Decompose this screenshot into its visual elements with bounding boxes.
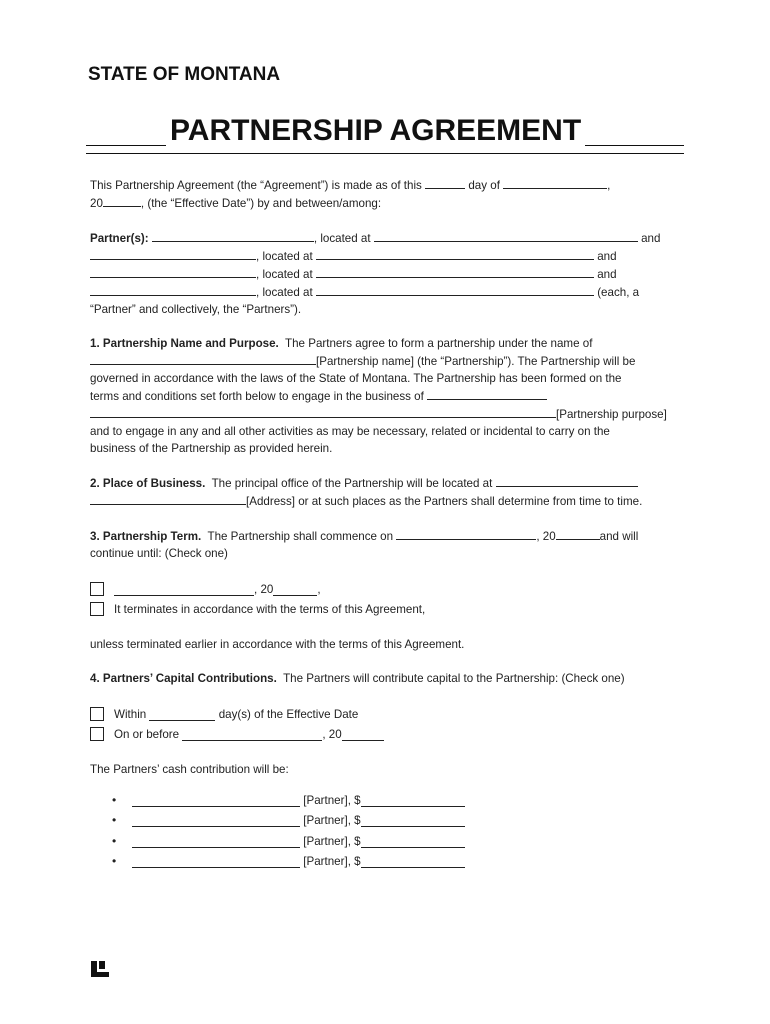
list-item: • [Partner], $ — [90, 831, 682, 852]
list-item: • [Partner], $ — [90, 790, 682, 811]
partner-field[interactable] — [132, 794, 300, 807]
term-date-checkbox[interactable] — [90, 582, 104, 596]
commence-year-field[interactable] — [556, 527, 600, 540]
list-item: • [Partner], $ — [90, 852, 682, 873]
term-option-date: , 20 , — [90, 579, 682, 599]
year-blank[interactable] — [103, 194, 141, 207]
section-3-after: unless terminated earlier in accordance with the terms of this Agreement. — [90, 638, 465, 651]
document-logo-icon — [90, 960, 110, 978]
before-date-field[interactable] — [182, 728, 322, 741]
partner-line-1: Partner(s): , located at and — [90, 229, 682, 247]
section-2-heading: 2. Place of Business. — [90, 477, 206, 490]
partner-address-field[interactable] — [316, 265, 594, 278]
section-2: 2. Place of Business. The principal office of the Partnership will be located at [Address] or at such places as the Partners shall determine from time to time. — [90, 474, 682, 510]
intro-paragraph — [90, 176, 682, 212]
term-option-agreement: It terminates in accordance with the terms of this Agreement, — [90, 599, 682, 619]
partner-line-3: , located at and — [90, 265, 682, 283]
contribution-option-before: On or before , 20 — [90, 724, 682, 744]
partner-field[interactable] — [132, 835, 300, 848]
partner-address-field[interactable] — [316, 283, 594, 296]
office-address-field[interactable] — [496, 474, 638, 487]
partner-field[interactable] — [132, 855, 300, 868]
document-title: PARTNERSHIP AGREEMENT — [166, 114, 585, 148]
term-end-year-field[interactable] — [273, 583, 317, 596]
list-item: • [Partner], $ — [90, 811, 682, 832]
cash-intro: The Partners’ cash contribution will be: — [90, 763, 289, 776]
contribution-options — [90, 704, 682, 744]
days-field[interactable] — [149, 708, 215, 721]
partnership-name-field[interactable] — [90, 352, 316, 365]
before-year-field[interactable] — [342, 728, 384, 741]
intro-line-2: 20 , (the “Effective Date”) by and between/among: — [90, 194, 682, 212]
partnership-purpose-field[interactable] — [90, 405, 556, 418]
partner-line-4: , located at (each, a — [90, 283, 682, 301]
partner-closing: “Partner” and collectively, the “Partners”). — [90, 303, 302, 316]
term-agreement-checkbox[interactable] — [90, 602, 104, 616]
section-1-heading: 1. Partnership Name and Purpose. — [90, 337, 279, 350]
partner-name-field[interactable] — [90, 265, 256, 278]
section-3: 3. Partnership Term. The Partnership shall commence on , 20 and will continue until: (Check one) — [90, 527, 682, 562]
partners-paragraph — [90, 229, 682, 318]
section-1: 1. Partnership Name and Purpose. The Partners agree to form a partnership under the name of [Partnership name] (the “Partnership”). The Partnership will be governed in accordance with the laws of the State of Montana. The Partnership has been formed on the terms and conditions set forth below to engage in the business of [Partnership purpose] and to engage in any and all other activities as may be necessary, related or incidental to carry on the business of the Partnership as provided herein. — [90, 337, 667, 455]
cash-contribution-list — [90, 790, 682, 872]
within-days-checkbox[interactable] — [90, 707, 104, 721]
partner-name-field[interactable] — [90, 247, 256, 260]
section-3-heading: 3. Partnership Term. — [90, 530, 202, 543]
amount-field[interactable] — [361, 794, 465, 807]
partner-line-2: , located at and — [90, 247, 682, 265]
document-body — [90, 176, 682, 872]
partner-field[interactable] — [132, 814, 300, 827]
month-blank[interactable] — [503, 176, 607, 189]
term-options — [90, 579, 682, 619]
commence-date-field[interactable] — [396, 527, 536, 540]
address-field[interactable] — [90, 492, 246, 505]
partner-address-field[interactable] — [374, 229, 638, 242]
partner-address-field[interactable] — [316, 247, 594, 260]
title-block — [86, 112, 686, 156]
section-4-heading: 4. Partners’ Capital Contributions. — [90, 672, 277, 685]
partner-name-field[interactable] — [152, 229, 314, 242]
day-blank[interactable] — [425, 176, 465, 189]
term-end-date-field[interactable] — [114, 583, 254, 596]
amount-field[interactable] — [361, 814, 465, 827]
amount-field[interactable] — [361, 835, 465, 848]
contribution-option-within: Within day(s) of the Effective Date — [90, 704, 682, 724]
amount-field[interactable] — [361, 855, 465, 868]
state-heading: STATE OF MONTANA — [88, 64, 281, 85]
on-or-before-checkbox[interactable] — [90, 727, 104, 741]
business-field[interactable] — [427, 387, 547, 400]
intro-line-1: This Partnership Agreement (the “Agreement”) is made as of this day of , — [90, 176, 682, 194]
partner-name-field[interactable] — [90, 283, 256, 296]
title-double-underline — [86, 153, 684, 154]
section-4: 4. Partners’ Capital Contributions. The Partners will contribute capital to the Partnership: (Check one) — [90, 672, 625, 685]
